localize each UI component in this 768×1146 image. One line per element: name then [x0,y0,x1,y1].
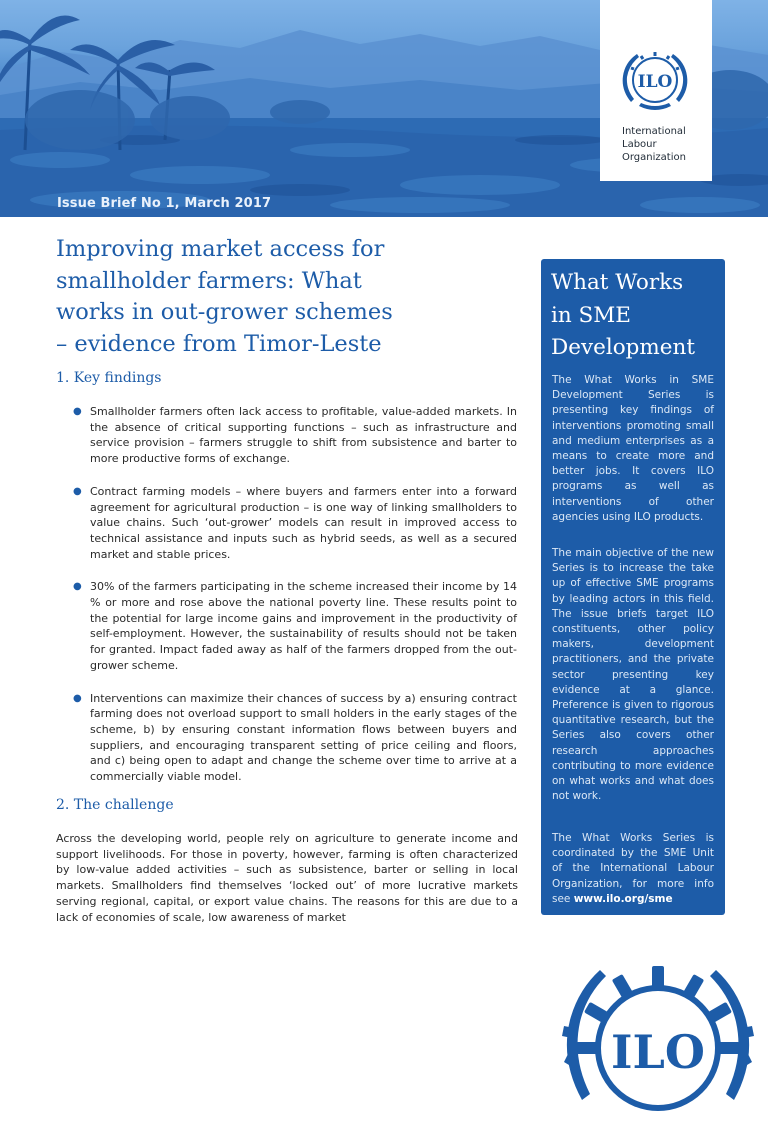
series-sidebar [541,259,725,915]
ilo-sme-link[interactable]: www.ilo.org/sme [573,892,673,905]
section-heading-challenge: 2. The challenge [56,797,174,813]
bullet-icon: ● [73,692,82,704]
sidebar-title-line: in SME [551,302,631,328]
title-line: – evidence from Timor-Leste [56,330,382,357]
bullet-icon: ● [73,485,82,497]
ilo-logo-large-text: ILO [611,1025,705,1079]
bullet-icon: ● [73,581,82,593]
ilo-logo-panel [600,0,712,181]
sidebar-paragraph-text: The What Works Series is coordinated by the SME Unit of the International Labour Organization, for more info see [552,832,714,905]
list-item [72,691,517,785]
list-item-text: Interventions can maximize their chances of success by a) ensuring contract farming does not overload support to small holders in the early stages of the scheme, b) by ensuring constant information flows between buyers and suppliers, and encouraging transparent setting of price ceiling and floors, and c) being open to adapt and change the scheme over time to arrive at a commercially viable model. [90,691,517,784]
list-item [72,484,517,563]
title-line: works in out-grower schemes [56,299,393,325]
list-item-text: Contract farming models – where buyers and farmers enter into a forward agreement for agricultural production – is one way of linking smallholders to value chains. Such ‘out-grower’ models can result in improved access to technical assistance and inputs such as hybrid seeds, as well as a secured market and stable prices. [90,484,517,561]
sidebar-title [551,267,721,365]
title-line: smallholder farmers: What [56,267,362,294]
ilo-emblem-large-icon [560,950,756,1146]
key-findings-list [72,404,517,802]
organization-name-line: Organization [622,152,686,163]
sidebar-title-line: Development [551,335,696,360]
sidebar-title-line: What Works [551,270,684,295]
ilo-logo-text: ILO [637,72,673,92]
list-item-text: Smallholder farmers often lack access to profitable, value-added markets. In the absence of critical supporting functions – such as infrastructure and service provision – farmers struggle to shift from subsistence and barter to more productive forms of exchange. [90,405,517,466]
sidebar-paragraph: The main objective of the new Series is to increase the take up of effective SME programs by leading actors in this field. The issue briefs target ILO constituents, other policy makers, development practitioners, and the private sector presenting key evidence at a glance. Preference is given to rigorous quantitative research, but the Series also covers other research approaches contributing to more evidence on what works and what does not work. [552,547,714,803]
bullet-icon: ● [73,406,82,417]
list-item-text: 30% of the farmers participating in the scheme increased their income by 14 % or more and rose above the national poverty line. These results point to the potential for large income gains and improvement in the productivity of self-employment. However, the sustainability of results should not be taken for granted. Impact faded away as half of the farmers dropped from the out-grower scheme. [90,580,517,672]
organization-name-line: Labour [622,139,657,150]
challenge-paragraph: Across the developing world, people rely on agriculture to generate income and support livelihoods. For those in poverty, however, farming is often characterized by low-value added activities – such as subsistence, barter or selling in local markets. Smallholders find themselves ‘locked out’ of more lucrative markets serving regional, capital, or export value chains. The reasons for this are due to a lack of economies of scale, low awareness of market [56,832,518,924]
organization-name [622,125,686,164]
list-item [72,579,517,673]
organization-name-line: International [622,126,686,137]
ilo-emblem-icon [619,44,691,116]
issue-label: Issue Brief No 1, March 2017 [57,196,272,211]
title-line: Improving market access for [56,236,385,262]
sidebar-paragraph: The What Works in SME Development Series is presenting key findings of interventions promoting small and medium enterprises as a means to create more and better jobs. It covers ILO programs as well as interventions of other agencies using ILO products. [552,374,714,523]
list-item [72,404,517,467]
section-heading-key-findings: 1. Key findings [56,370,162,386]
article-title [56,234,516,360]
sidebar-paragraph [552,831,714,907]
